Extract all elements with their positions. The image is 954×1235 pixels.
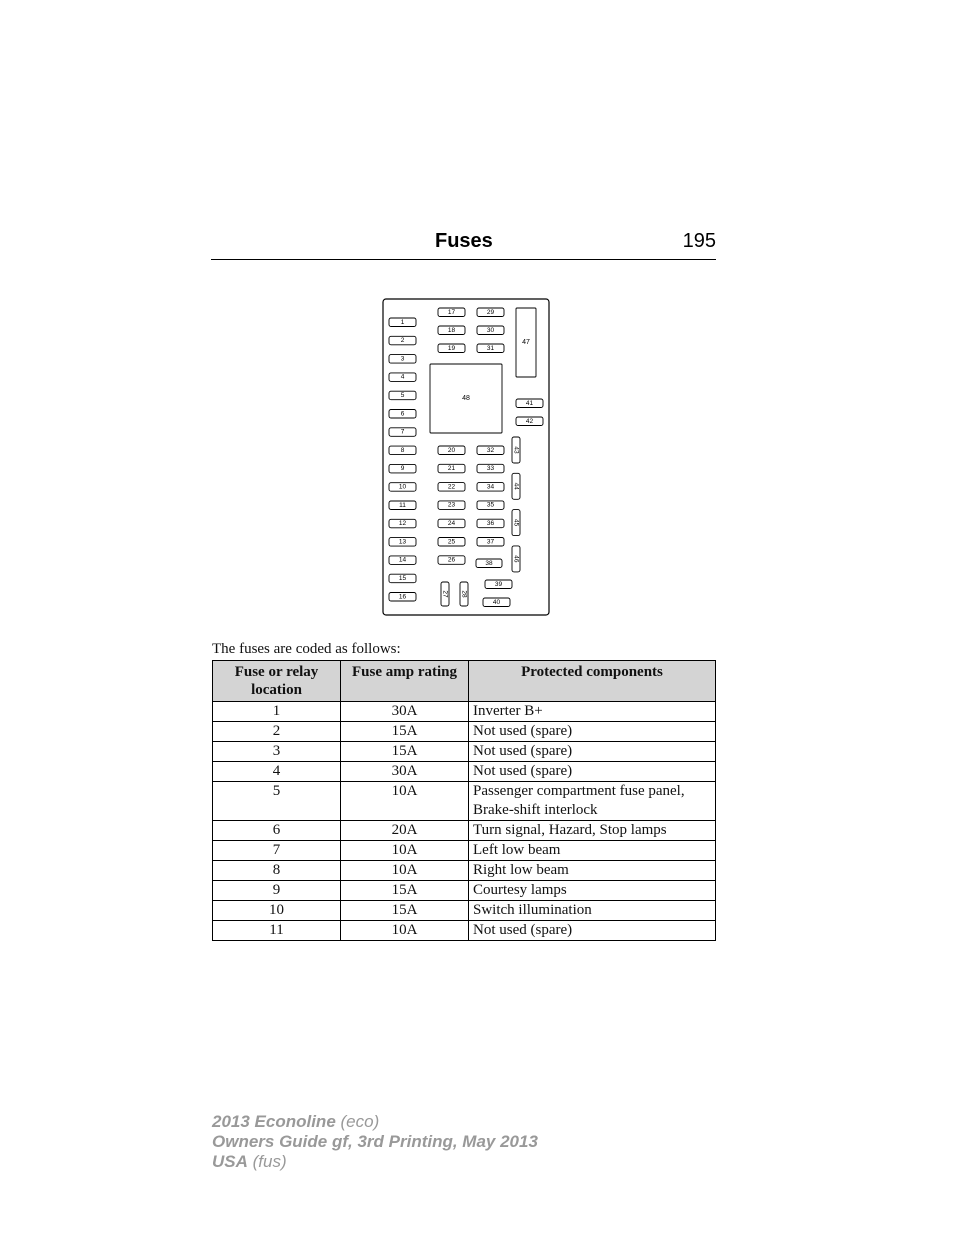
fuse-slot-label: 14 <box>398 556 407 564</box>
table-row <box>213 881 716 901</box>
fuse-slot-label: 10 <box>398 483 407 491</box>
section-title: Fuses <box>435 230 493 252</box>
cell-rating: 10A <box>341 841 469 861</box>
footer-line-2: Owners Guide gf, 3rd Printing, May 2013 <box>212 1132 538 1151</box>
fuse-slot-label: 1 <box>400 318 405 326</box>
cell-location: 1 <box>213 702 341 722</box>
cell-location: 5 <box>213 782 341 821</box>
cell-location: 9 <box>213 881 341 901</box>
fuse-slot-label: 22 <box>447 483 456 491</box>
fuse-slot-label: 31 <box>486 344 495 352</box>
fuse-slot-label: 39 <box>494 580 503 588</box>
table-row <box>213 901 716 921</box>
cell-components: Not used (spare) <box>469 762 716 782</box>
fuse-slot-label: 20 <box>447 446 456 454</box>
cell-location: 2 <box>213 722 341 742</box>
table-row <box>213 762 716 782</box>
page-header <box>211 228 716 260</box>
fuse-slot-label: 5 <box>400 391 405 399</box>
fuse-slot-label: 15 <box>398 574 407 582</box>
cell-components: Turn signal, Hazard, Stop lamps <box>469 821 716 841</box>
cell-location: 7 <box>213 841 341 861</box>
table-row <box>213 821 716 841</box>
cell-rating: 20A <box>341 821 469 841</box>
fuse-slot-label: 17 <box>447 308 456 316</box>
fuse-table <box>212 660 716 941</box>
fuse-slot-label: 34 <box>486 483 495 491</box>
fuse-slot-label: 44 <box>512 482 520 490</box>
cell-location: 4 <box>213 762 341 782</box>
fuse-slot-label: 23 <box>447 501 456 509</box>
fuse-slot-label: 19 <box>447 344 456 352</box>
intro-text: The fuses are coded as follows: <box>212 641 401 657</box>
fuse-slot-label: 12 <box>398 520 407 528</box>
table-body <box>213 702 716 941</box>
page-number: 195 <box>682 230 716 252</box>
fuse-slot-label: 21 <box>447 465 456 473</box>
cell-rating: 15A <box>341 901 469 921</box>
cell-components: Passenger compartment fuse panel, Brake-shift interlock <box>469 782 716 821</box>
cell-components: Inverter B+ <box>469 702 716 722</box>
fuse-slot-label: 42 <box>525 417 534 425</box>
fuse-panel-diagram <box>381 297 551 617</box>
table-row <box>213 841 716 861</box>
table-row <box>213 702 716 722</box>
fuse-slot-label: 46 <box>512 555 520 563</box>
column-header-location: Fuse or relay location <box>213 661 341 702</box>
fuse-slot-label: 35 <box>486 501 495 509</box>
fuse-slot-label: 32 <box>486 446 495 454</box>
cell-location: 8 <box>213 861 341 881</box>
fuse-slot-label: 26 <box>447 556 456 564</box>
table-row <box>213 861 716 881</box>
table-row <box>213 782 716 821</box>
cell-rating: 10A <box>341 861 469 881</box>
fuse-slot-label: 24 <box>447 519 456 527</box>
cell-rating: 15A <box>341 742 469 762</box>
fuse-slot-label: 16 <box>398 593 407 601</box>
cell-components: Not used (spare) <box>469 722 716 742</box>
cell-rating: 15A <box>341 722 469 742</box>
fuse-slot-label: 9 <box>400 465 405 473</box>
fuse-slot-label: 27 <box>441 590 449 598</box>
table-header-row <box>213 661 716 702</box>
cell-rating: 10A <box>341 782 469 821</box>
fuse-slot-label: 6 <box>400 410 405 418</box>
cell-components: Not used (spare) <box>469 742 716 762</box>
fuse-slot-label: 28 <box>460 590 468 598</box>
fuse-slot-label: 37 <box>486 538 495 546</box>
fuse-slot-label: 47 <box>522 339 530 346</box>
fuse-slot-label: 29 <box>486 308 495 316</box>
cell-components: Not used (spare) <box>469 921 716 941</box>
cell-location: 3 <box>213 742 341 762</box>
fuse-slot-label: 4 <box>400 373 405 381</box>
table-row <box>213 722 716 742</box>
cell-rating: 30A <box>341 762 469 782</box>
fuse-slot-label: 40 <box>492 598 501 606</box>
footer-line-3: USA (fus) <box>212 1152 287 1171</box>
footer-line-1: 2013 Econoline (eco) <box>212 1112 380 1131</box>
fuse-slot-label: 38 <box>485 559 493 567</box>
fuse-slot-label: 45 <box>512 518 520 527</box>
table-row <box>213 742 716 762</box>
cell-rating: 30A <box>341 702 469 722</box>
fuse-slot-label: 41 <box>525 399 534 407</box>
fuse-slot-label: 36 <box>486 519 495 527</box>
fuse-slot-label: 30 <box>486 326 495 334</box>
cell-rating: 10A <box>341 921 469 941</box>
fuse-slot-label: 25 <box>447 538 456 546</box>
fuse-slot-label: 33 <box>486 465 495 473</box>
fuse-slot-label: 13 <box>398 538 407 546</box>
cell-components: Courtesy lamps <box>469 881 716 901</box>
fuse-slot-label: 48 <box>462 395 470 402</box>
cell-location: 11 <box>213 921 341 941</box>
cell-components: Switch illumination <box>469 901 716 921</box>
fuse-slot-label: 11 <box>399 501 406 509</box>
footer <box>212 1112 538 1172</box>
cell-location: 10 <box>213 901 341 921</box>
fuse-slot-label: 18 <box>447 326 456 334</box>
fuse-slot-label: 3 <box>400 355 405 363</box>
column-header-rating: Fuse amp rating <box>341 661 469 702</box>
fuse-slot-label: 43 <box>512 446 520 454</box>
cell-location: 6 <box>213 821 341 841</box>
fuse-slot-label: 2 <box>400 337 405 345</box>
cell-components: Left low beam <box>469 841 716 861</box>
table-row <box>213 921 716 941</box>
column-header-components: Protected components <box>469 661 716 702</box>
cell-rating: 15A <box>341 881 469 901</box>
cell-components: Right low beam <box>469 861 716 881</box>
fuse-slot-label: 7 <box>400 428 405 436</box>
fuse-slot-label: 8 <box>400 446 405 454</box>
